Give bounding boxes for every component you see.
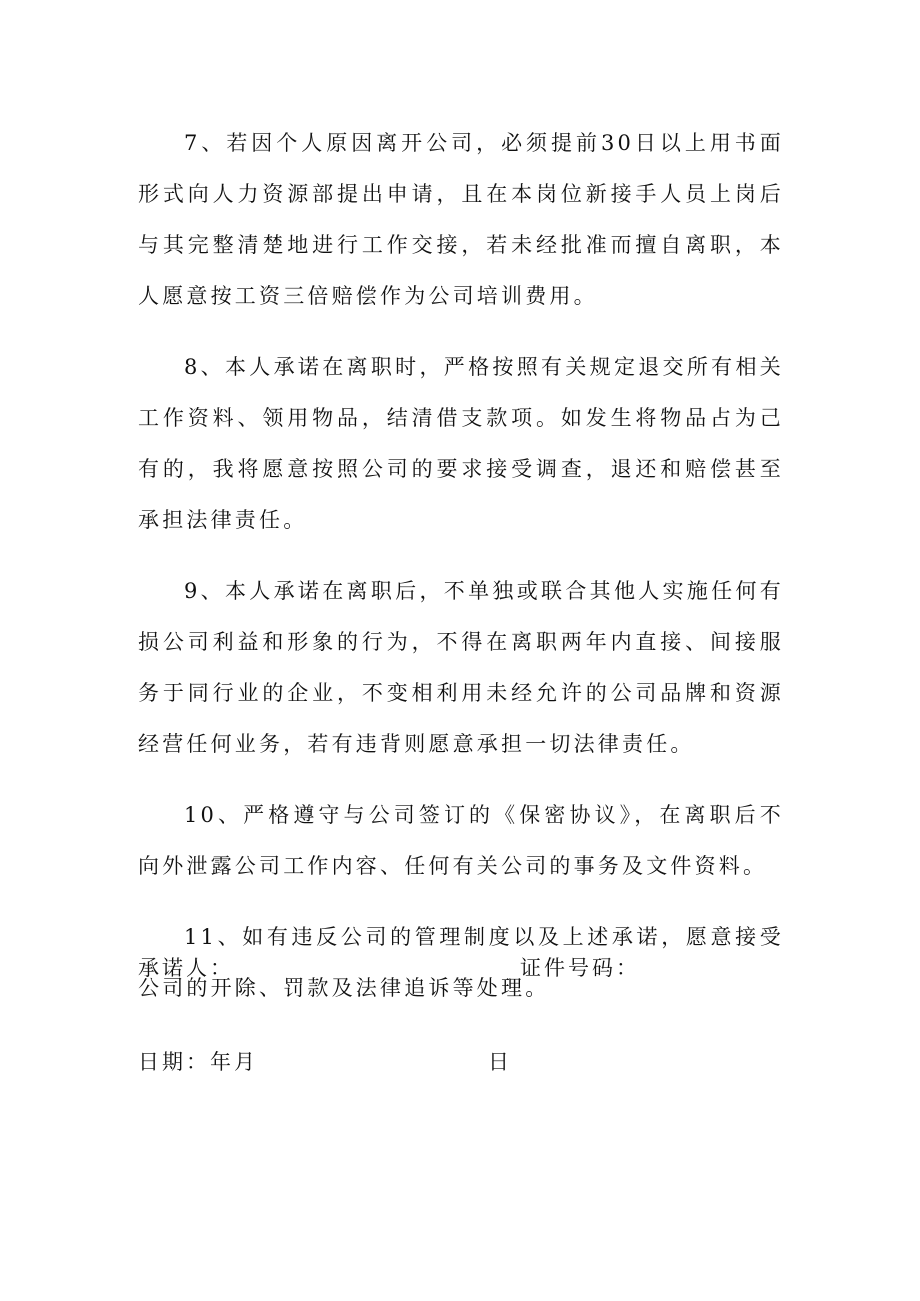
clause-10: 10、严格遵守与公司签订的《保密协议》，在离职后不向外泄露公司工作内容、任何有关公司的事务及文件资料。 [138, 803, 784, 878]
clause-11: 11、如有违反公司的管理制度以及上述承诺，愿意接受公司的开除、罚款及法律追诉等处理。 [138, 925, 784, 1000]
day-label: 日 [488, 1050, 512, 1074]
clause-8: 8、本人承诺在离职时，严格按照有关规定退交所有相关工作资料、领用物品，结清借支款项。如发生将物品占为己有的，我将愿意按照公司的要求接受调查，退还和赔偿甚至承担法律责任。 [138, 355, 784, 532]
date-label: 日期：年月 [138, 1050, 258, 1074]
id-number-label: 证件号码： [520, 956, 640, 980]
promisor-label: 承诺人： [138, 956, 234, 980]
clause-list [138, 118, 784, 1034]
clause-7: 7、若因个人原因离开公司，必须提前30日以上用书面形式向人力资源部提出申请，且在本岗位新接手人员上岗后与其完整清楚地进行工作交接，若未经批准而擅自离职，本人愿意按工资三倍赔偿作为公司培训费用。 [138, 131, 784, 308]
signature-row [138, 952, 784, 992]
date-row [138, 1046, 784, 1086]
clause-9: 9、本人承诺在离职后，不单独或联合其他人实施任何有损公司利益和形象的行为，不得在离职两年内直接、间接服务于同行业的企业，不变相利用未经允许的公司品牌和资源经营任何业务，若有违背则愿意承担一切法律责任。 [138, 579, 784, 756]
